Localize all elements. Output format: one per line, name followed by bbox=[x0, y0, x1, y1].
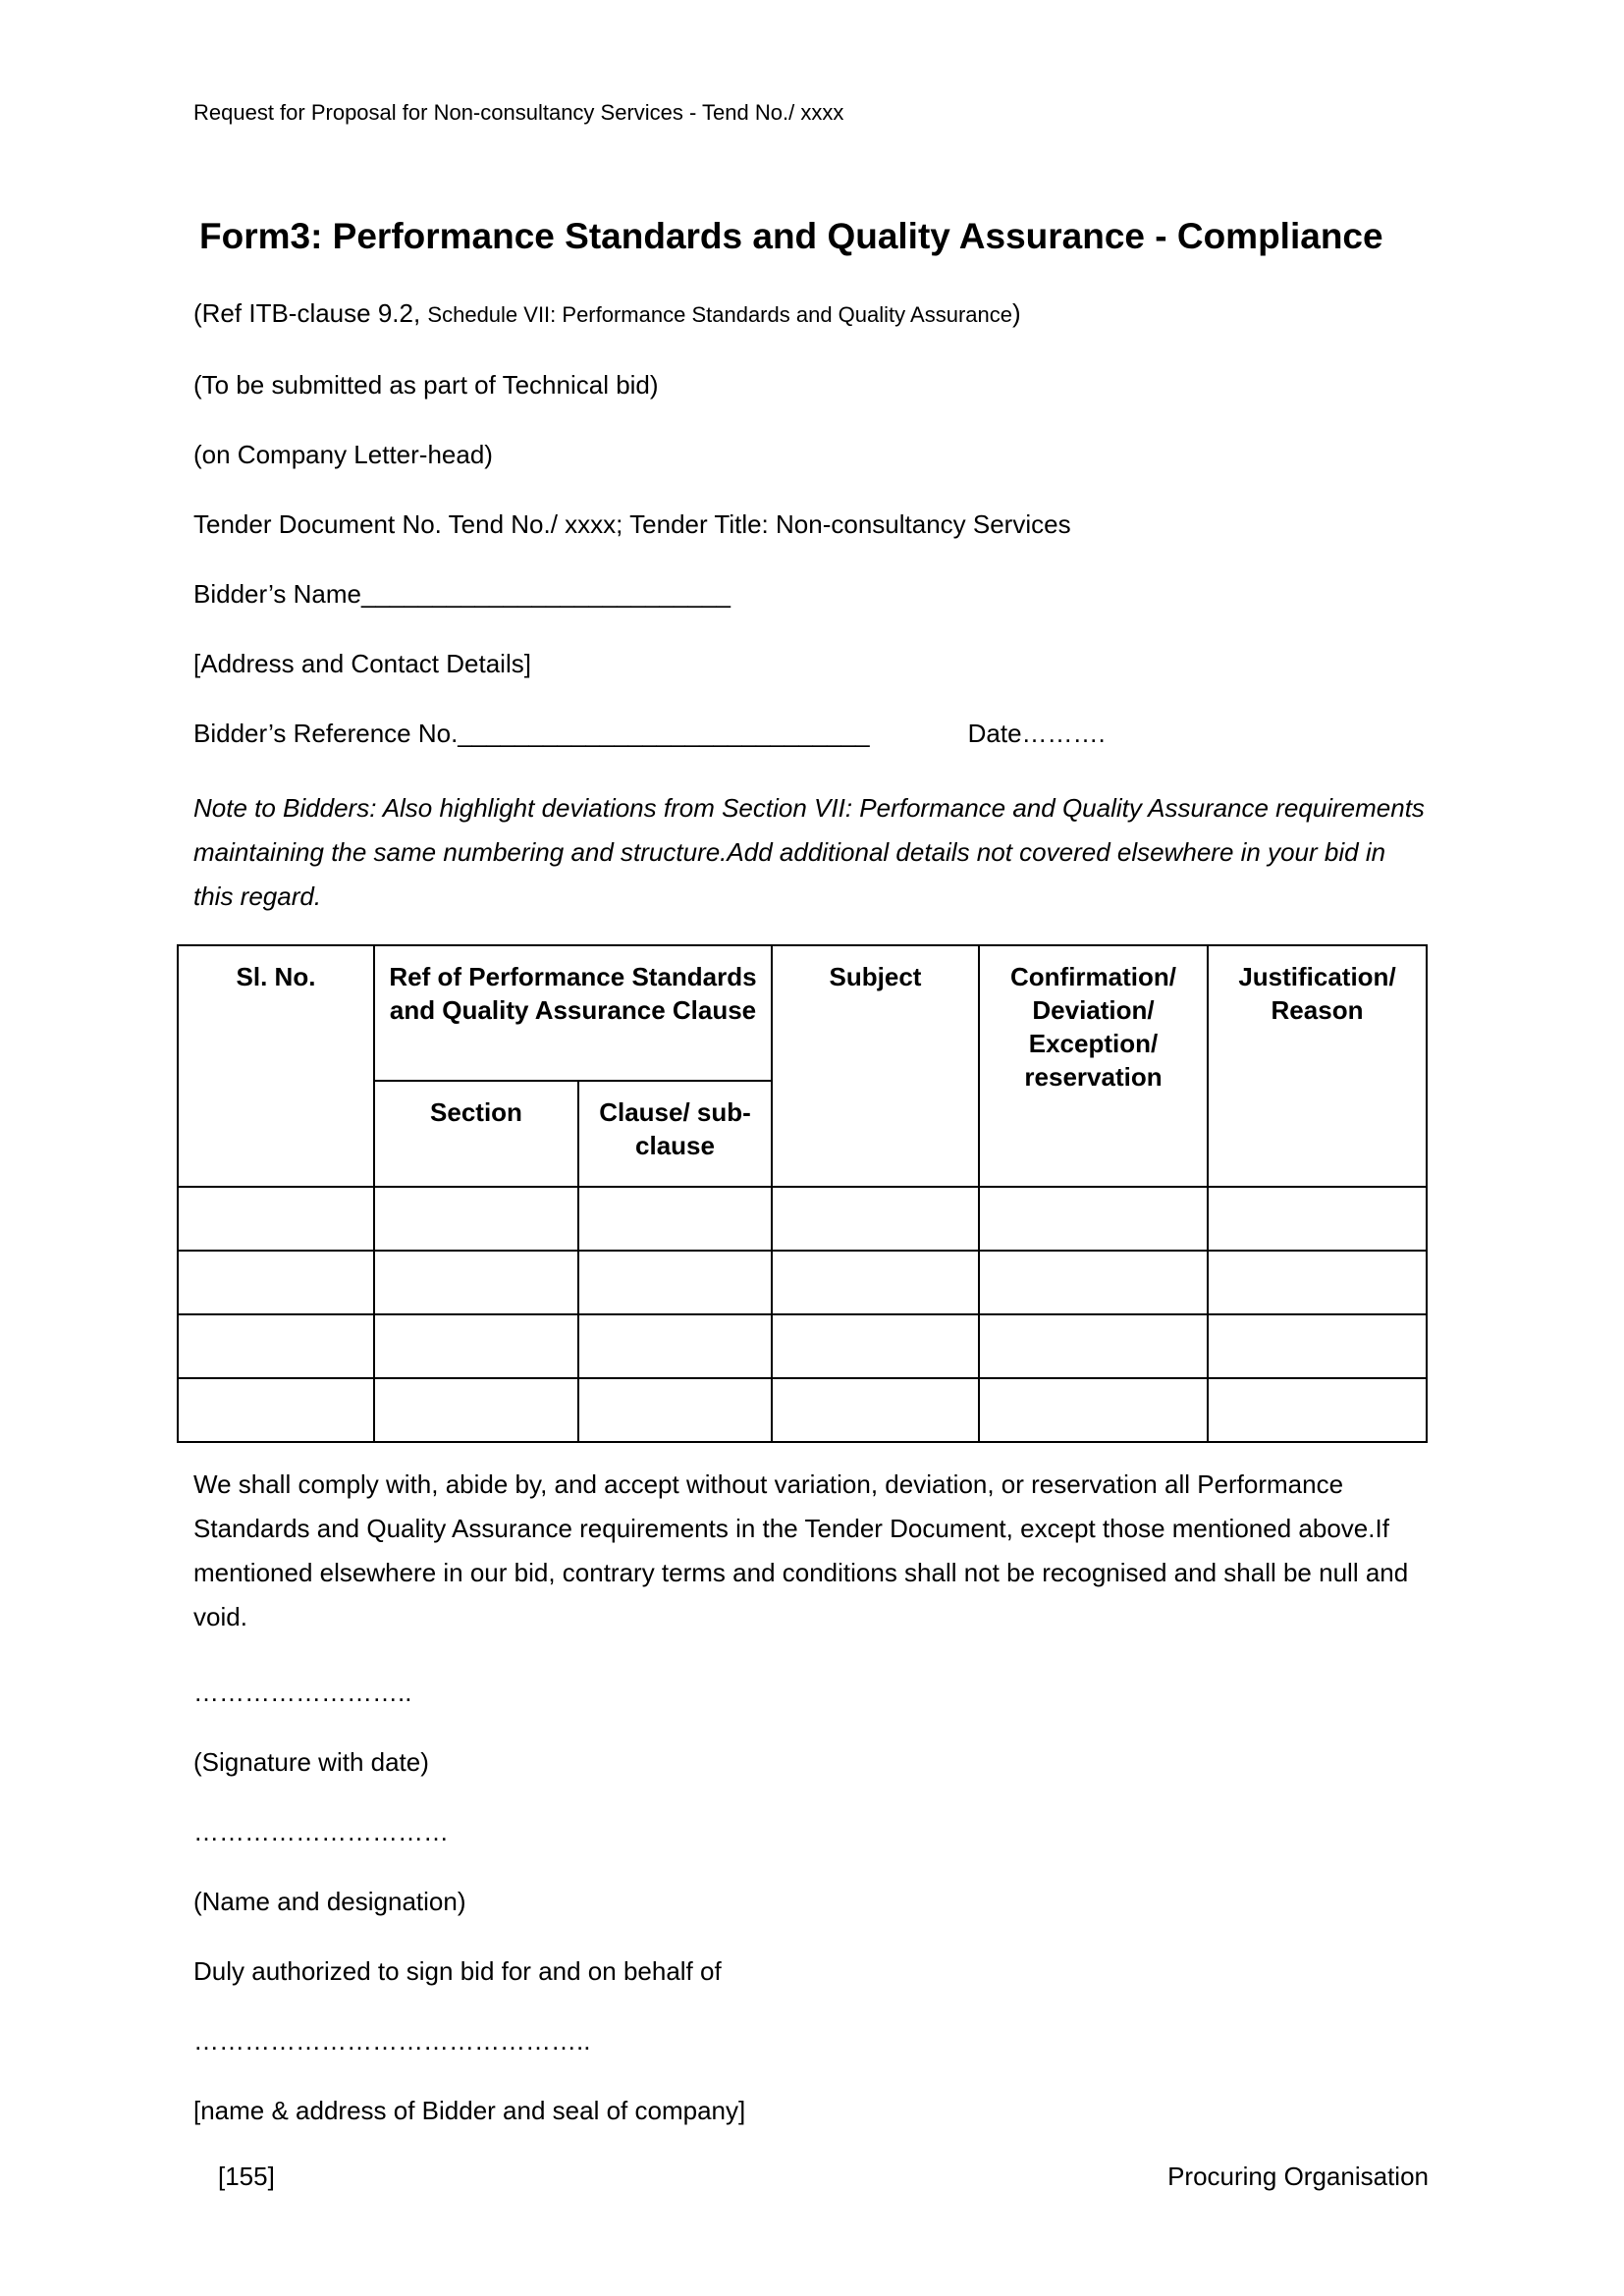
bidder-reference-blank: Bidder’s Reference No._____________________________ bbox=[193, 719, 870, 748]
table-empty-row bbox=[178, 1378, 1427, 1442]
technical-bid-note: (To be submitted as part of Technical bid) bbox=[193, 370, 659, 400]
bidder-name-line: Bidder’s Name__________________________ bbox=[193, 579, 731, 609]
table-empty-cell bbox=[979, 1314, 1208, 1378]
ref-clause-part2: Schedule VII: Performance Standards and Quality Assurance bbox=[427, 302, 1012, 327]
col-header-justification: Justification/ Reason bbox=[1208, 945, 1427, 1187]
table-empty-cell bbox=[979, 1378, 1208, 1442]
table-empty-row bbox=[178, 1187, 1427, 1251]
table-empty-cell bbox=[1208, 1314, 1427, 1378]
ref-clause-line bbox=[193, 296, 1429, 332]
compliance-table-head bbox=[178, 945, 1427, 1187]
ref-clause-part3: ) bbox=[1011, 298, 1021, 328]
signature-label: (Signature with date) bbox=[193, 1747, 429, 1777]
table-empty-cell bbox=[578, 1251, 772, 1314]
tender-document-line: Tender Document No. Tend No./ xxxx; Tender Title: Non-consultancy Services bbox=[193, 509, 1071, 539]
col-header-subject: Subject bbox=[772, 945, 979, 1187]
footer-organisation: Procuring Organisation bbox=[1167, 2162, 1429, 2191]
table-empty-cell bbox=[979, 1187, 1208, 1251]
table-empty-cell bbox=[1208, 1251, 1427, 1314]
table-empty-cell bbox=[979, 1251, 1208, 1314]
table-empty-cell bbox=[178, 1378, 374, 1442]
header-row-1 bbox=[178, 945, 1427, 1081]
compliance-table-body bbox=[178, 1187, 1427, 1442]
reference-date-line bbox=[193, 717, 1429, 750]
company-label-line: [name & address of Bidder and seal of company] bbox=[193, 2096, 746, 2125]
col-header-sl-no: Sl. No. bbox=[178, 945, 374, 1187]
table-empty-row bbox=[178, 1251, 1427, 1314]
authorization-line: Duly authorized to sign bid for and on behalf of bbox=[193, 1956, 722, 1986]
table-empty-cell bbox=[178, 1187, 374, 1251]
col-header-confirmation: Confirmation/ Deviation/ Exception/ reservation bbox=[979, 945, 1208, 1187]
compliance-table bbox=[177, 944, 1428, 1443]
table-empty-cell bbox=[178, 1251, 374, 1314]
col-header-ref-group: Ref of Performance Standards and Quality Assurance Clause bbox=[374, 945, 772, 1081]
name-designation-label: (Name and designation) bbox=[193, 1887, 466, 1916]
note-to-bidders: Note to Bidders: Also highlight deviations from Section VII: Performance and Quality Assurance requirements maintaining the same numbering and structure.Add additional details not covered elsewhere in your bid in this regard. bbox=[193, 793, 1425, 911]
page-number: [155] bbox=[218, 2162, 275, 2191]
address-contact-line: [Address and Contact Details] bbox=[193, 649, 531, 678]
table-empty-cell bbox=[374, 1251, 578, 1314]
date-blank: Date………. bbox=[967, 719, 1106, 748]
table-empty-cell bbox=[578, 1378, 772, 1442]
name-dots-line: ………………………… bbox=[193, 1817, 449, 1846]
table-empty-cell bbox=[1208, 1378, 1427, 1442]
compliance-statement: We shall comply with, abide by, and accept without variation, deviation, or reservation all Performance Standards and Quality Assurance requirements in the Tender Document, except those mentioned above.If mentioned elsewhere in our bid, contrary terms and conditions shall not be recognised and shall be null and void. bbox=[193, 1469, 1409, 1631]
col-header-clause: Clause/ sub-clause bbox=[578, 1081, 772, 1187]
table-empty-cell bbox=[578, 1187, 772, 1251]
company-dots-line: ……………………………………….. bbox=[193, 2026, 591, 2056]
table-empty-cell bbox=[772, 1314, 979, 1378]
letterhead-note: (on Company Letter-head) bbox=[193, 440, 493, 469]
table-empty-cell bbox=[374, 1314, 578, 1378]
signature-dots-line: …………………….. bbox=[193, 1678, 412, 1707]
table-empty-row bbox=[178, 1314, 1427, 1378]
table-empty-cell bbox=[1208, 1187, 1427, 1251]
ref-clause-part1: (Ref ITB-clause 9.2, bbox=[193, 298, 428, 328]
table-empty-cell bbox=[772, 1378, 979, 1442]
table-empty-cell bbox=[178, 1314, 374, 1378]
page-footer bbox=[218, 2160, 1429, 2193]
table-empty-cell bbox=[374, 1378, 578, 1442]
table-empty-cell bbox=[772, 1251, 979, 1314]
table-empty-cell bbox=[578, 1314, 772, 1378]
table-empty-cell bbox=[374, 1187, 578, 1251]
form-title: Form3: Performance Standards and Quality Assurance - Compliance bbox=[199, 216, 1383, 256]
table-empty-cell bbox=[772, 1187, 979, 1251]
running-header: Request for Proposal for Non-consultancy Services - Tend No./ xxxx bbox=[193, 100, 844, 125]
col-header-section: Section bbox=[374, 1081, 578, 1187]
